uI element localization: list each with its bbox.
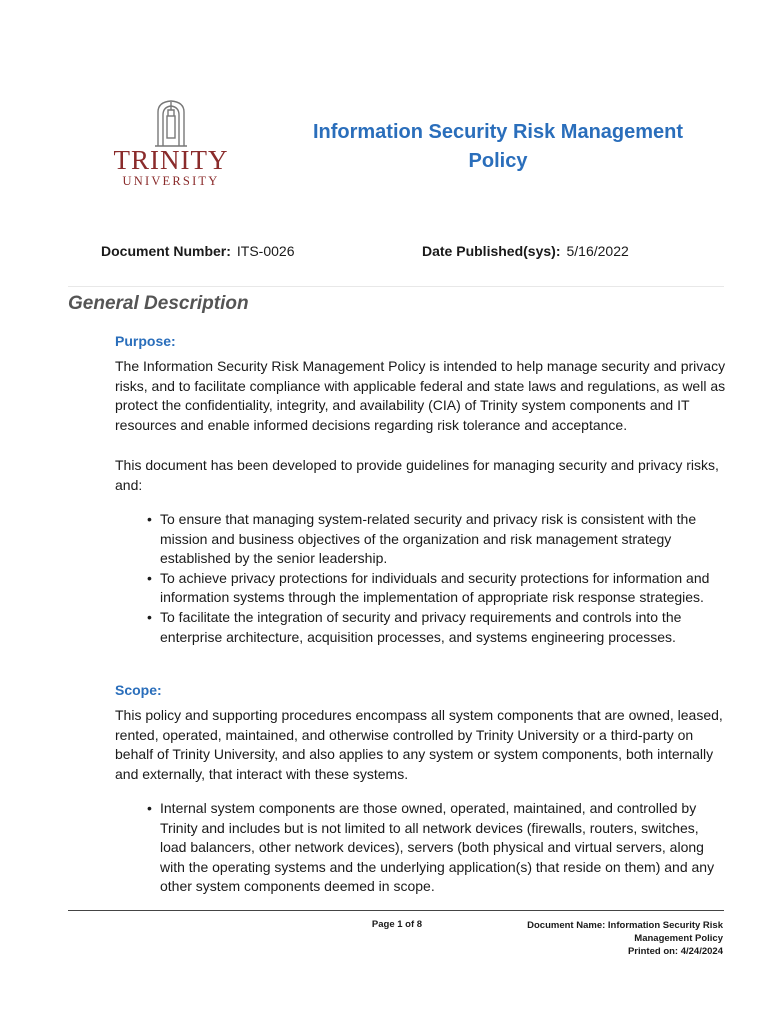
list-item-text: To achieve privacy protections for individuals and security protections for information and information systems through the implementation of appropriate risk response strategies. — [160, 569, 710, 606]
footer-document-info — [493, 919, 723, 958]
footer-doc-name-line1: Document Name: Information Security Risk — [527, 920, 723, 931]
purpose-intro-paragraph: This document has been developed to provide guidelines for managing security and privacy risks, and: — [115, 457, 719, 493]
document-title-line1: Information Security Risk Management — [312, 121, 684, 143]
scope-paragraph: This policy and supporting procedures encompass all system components that are owned, leased, rented, operated, maintained, and otherwise controlled by Trinity University or a third-party on behalf of Trinity University, and also applies to any system or system components, both internally and externally, that interact with these systems. — [115, 707, 723, 782]
list-item — [145, 510, 727, 569]
header-divider — [68, 286, 724, 287]
list-item — [145, 569, 727, 608]
document-title — [288, 118, 708, 176]
bullet-icon: • — [147, 608, 152, 625]
document-number-label: Document Number: — [101, 243, 231, 259]
footer-divider — [68, 910, 724, 911]
list-item-text: Internal system components are those owned, operated, maintained, and controlled by Trinity and includes but is not limited to all network devices (firewalls, routers, switches, load balancers, other network devices), servers (both physical and virtual servers, along with the operating systems and the underlying application(s) that reside on them) and any other system components deemed in scope. — [160, 800, 715, 895]
list-item-text: To ensure that managing system-related security and privacy risk is consistent with the mission and business objectives of the organization and risk management strategy established by the senior leadership. — [160, 511, 697, 567]
purpose-paragraph: The Information Security Risk Management Policy is intended to help manage security and privacy risks, and to facilitate compliance with applicable federal and state laws and regulations, as well as protect the confidentiality, integrity, and availability (CIA) of Trinity system components and IT resources and enable informed decisions regarding risk tolerance and acceptance. — [115, 358, 726, 433]
list-item-text: To facilitate the integration of security and privacy requirements and controls into the enterprise architecture, acquisition processes, and systems engineering processes. — [160, 608, 682, 645]
logo-text-university: UNIVERSITY — [122, 174, 220, 188]
date-published — [422, 243, 629, 259]
purpose-heading: Purpose: — [115, 333, 176, 349]
scope-heading: Scope: — [115, 682, 162, 698]
scope-bullet-list — [145, 799, 727, 897]
tower-icon — [152, 98, 190, 148]
document-number-value: ITS-0026 — [236, 243, 295, 259]
footer-printed-on: Printed on: 4/24/2024 — [627, 946, 723, 957]
document-title-line2: Policy — [468, 150, 528, 172]
date-published-value: 5/16/2022 — [566, 243, 629, 259]
list-item — [145, 799, 727, 897]
trinity-logo — [108, 98, 234, 190]
purpose-bullet-list — [145, 510, 727, 647]
footer-doc-name-line2: Management Policy — [634, 933, 723, 944]
bullet-icon: • — [147, 511, 152, 527]
date-published-label: Date Published(sys): — [422, 243, 561, 259]
logo-text-trinity: TRINITY — [113, 145, 229, 175]
list-item — [145, 608, 727, 647]
document-number — [101, 243, 295, 259]
bullet-icon: • — [147, 800, 152, 816]
bullet-icon: • — [147, 569, 152, 586]
page-number: Page 1 of 8 — [371, 919, 423, 930]
section-title: General Description — [68, 293, 249, 314]
